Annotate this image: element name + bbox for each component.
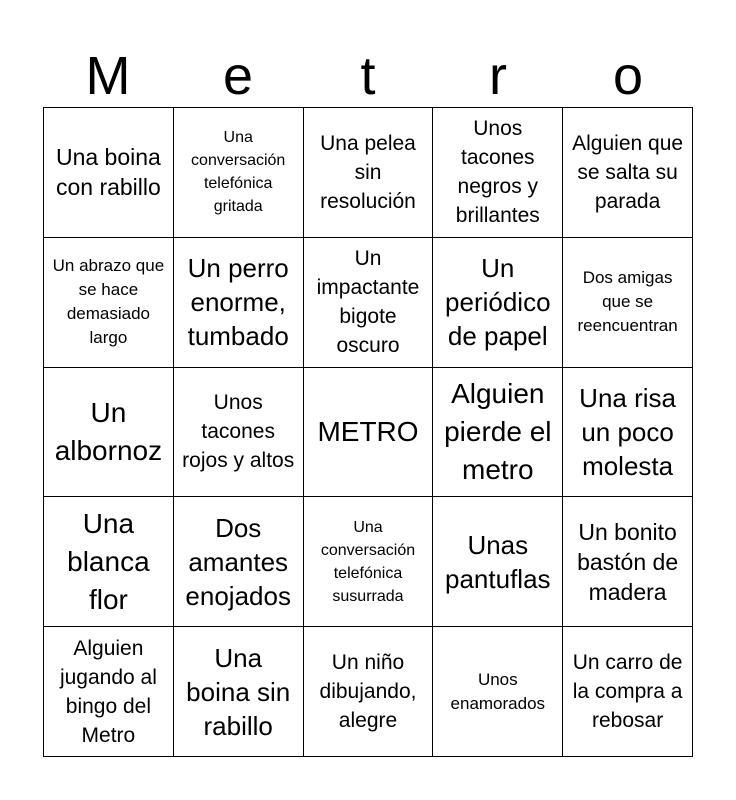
bingo-cell[interactable]: [563, 238, 693, 368]
title-letter: o: [612, 46, 644, 106]
free-space-cell[interactable]: [304, 368, 434, 498]
bingo-cell[interactable]: [304, 238, 434, 368]
bingo-title: [43, 44, 693, 108]
bingo-cell[interactable]: [44, 627, 174, 757]
cell-text: Un periódico de papel: [445, 253, 551, 352]
cell-text: Unos tacones rojos y altos: [182, 391, 295, 473]
bingo-cell[interactable]: [433, 497, 563, 627]
cell-text: Un impactante bigote oscuro: [316, 247, 420, 358]
cell-text: Un abrazo que se hace demasiado largo: [52, 256, 165, 348]
cell-text: Una boina con rabillo: [55, 144, 161, 201]
bingo-cell[interactable]: [44, 497, 174, 627]
bingo-cell[interactable]: [44, 238, 174, 368]
cell-text: Unas pantuflas: [445, 529, 551, 594]
bingo-cell[interactable]: [174, 627, 304, 757]
title-letter: r: [489, 46, 507, 106]
cell-text: Un albornoz: [54, 396, 163, 466]
cell-text: Dos amantes enojados: [185, 512, 291, 611]
bingo-cell[interactable]: [433, 627, 563, 757]
cell-text: Un niño dibujando, alegre: [319, 651, 417, 733]
cell-text: METRO: [317, 415, 419, 447]
cell-text: Una conversación telefónica susurrada: [320, 518, 416, 605]
bingo-grid: [43, 107, 693, 757]
bingo-cell[interactable]: [433, 108, 563, 238]
cell-text: Unos tacones negros y brillantes: [455, 117, 540, 228]
cell-text: Una boina sin rabillo: [186, 642, 291, 741]
cell-text: Un bonito bastón de madera: [577, 518, 679, 605]
cell-text: Alguien jugando al bingo del Metro: [59, 636, 157, 747]
bingo-cell[interactable]: [304, 497, 434, 627]
bingo-cell[interactable]: [563, 108, 693, 238]
bingo-cell[interactable]: [174, 238, 304, 368]
title-letter: t: [360, 46, 376, 106]
cell-text: Unos enamorados: [450, 669, 546, 713]
bingo-cell[interactable]: [304, 627, 434, 757]
bingo-cell[interactable]: [433, 368, 563, 498]
title-letter: e: [222, 46, 254, 106]
bingo-cell[interactable]: [44, 368, 174, 498]
bingo-cell[interactable]: [174, 108, 304, 238]
bingo-cell[interactable]: [174, 497, 304, 627]
cell-text: Dos amigas que se reencuentran: [577, 268, 678, 336]
bingo-cell[interactable]: [433, 238, 563, 368]
bingo-cell[interactable]: [44, 108, 174, 238]
cell-text: Una blanca flor: [67, 507, 150, 615]
cell-text: Alguien que se salta su parada: [572, 131, 684, 213]
cell-text: Una risa un poco molesta: [579, 382, 676, 481]
bingo-cell[interactable]: [563, 627, 693, 757]
cell-text: Un carro de la compra a rebosar: [572, 651, 683, 733]
bingo-cell[interactable]: [174, 368, 304, 498]
cell-text: Un perro enorme, tumbado: [187, 253, 289, 352]
title-letter: M: [85, 46, 131, 106]
bingo-cell[interactable]: [304, 108, 434, 238]
cell-text: Alguien pierde el metro: [444, 377, 552, 485]
cell-text: Una conversación telefónica gritada: [191, 129, 286, 216]
bingo-cell[interactable]: [563, 368, 693, 498]
cell-text: Una pelea sin resolución: [320, 131, 416, 213]
bingo-cell[interactable]: [563, 497, 693, 627]
